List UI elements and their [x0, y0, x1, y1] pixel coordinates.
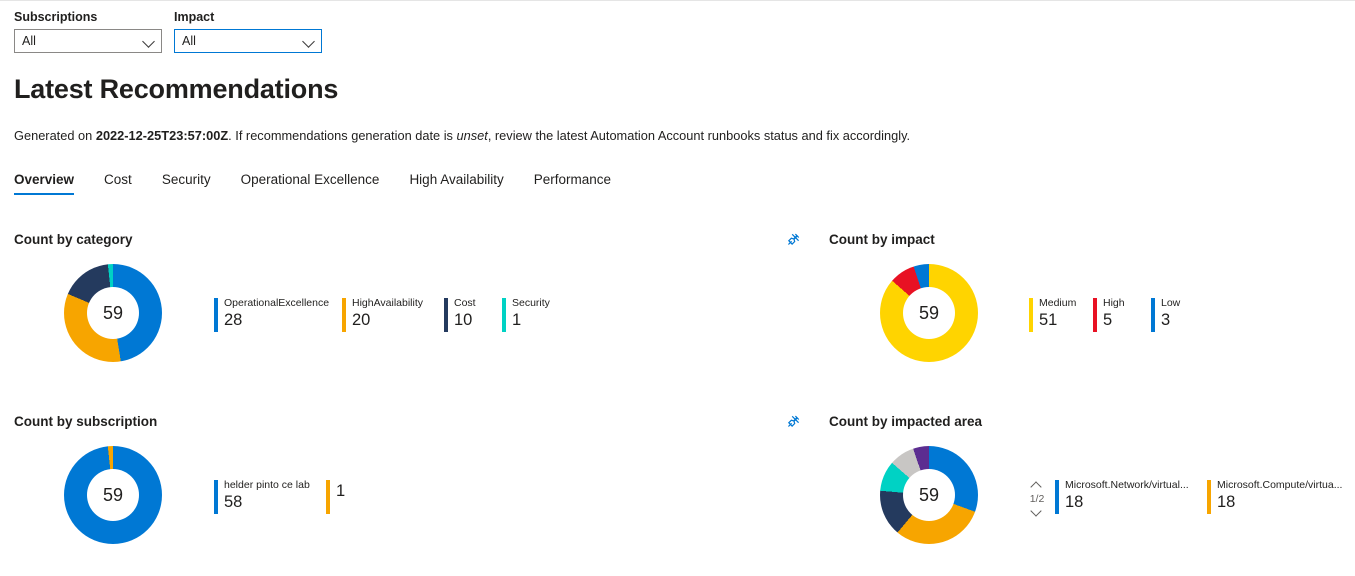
chevron-up-icon[interactable] [1031, 482, 1043, 490]
donut-total: 59 [903, 469, 955, 521]
legend-swatch [502, 298, 506, 332]
tab-operational-excellence[interactable] [227, 172, 396, 195]
legend-count-by-subscription [214, 480, 366, 514]
legend-label: Microsoft.Compute/virtua... [1217, 479, 1343, 491]
legend-swatch [1151, 298, 1155, 332]
legend-label: HighAvailability [352, 297, 424, 309]
tab-operational-excellence-label: Operational Excellence [240, 172, 380, 187]
filter-bar [14, 10, 322, 53]
legend-label: Medium [1039, 297, 1077, 309]
legend-value: 3 [1161, 310, 1171, 329]
legend-swatch [326, 480, 330, 514]
legend-label: helder pinto ce lab [224, 479, 310, 491]
legend-item[interactable] [502, 298, 572, 332]
legend-item[interactable] [1093, 298, 1151, 332]
tab-security-label: Security [161, 172, 211, 187]
legend-count-by-category [214, 298, 572, 332]
filter-subscriptions-label: Subscriptions [14, 10, 98, 24]
donut-chart-count-by-impacted-area [880, 446, 998, 550]
card-count-by-category-title: Count by category [14, 232, 133, 247]
legend-swatch [1207, 480, 1211, 514]
filter-subscriptions [14, 10, 162, 53]
filter-subscriptions-value: All [22, 34, 36, 48]
legend-value: 1 [336, 482, 346, 500]
card-count-by-impacted-area [829, 414, 1349, 511]
card-count-by-impact [829, 232, 1349, 329]
legend-item[interactable] [1029, 298, 1093, 332]
chevron-down-icon [303, 34, 317, 48]
subtitle-suffix: , review the latest Automation Account runbooks status and fix accordingly. [487, 128, 911, 143]
legend-count-by-impacted-area [1029, 480, 1355, 516]
card-count-by-category [14, 232, 774, 329]
tab-overview-label: Overview [14, 172, 75, 187]
legend-value: 58 [224, 492, 243, 511]
pin-icon[interactable] [786, 414, 802, 430]
legend-item[interactable] [1055, 480, 1207, 514]
subtitle-prefix: Generated on [14, 128, 96, 143]
filter-impact-label: Impact [174, 10, 215, 24]
chevron-down-icon [143, 34, 157, 48]
legend-label: Microsoft.Network/virtual... [1065, 479, 1189, 491]
tab-cost[interactable] [90, 172, 148, 195]
legend-page-indicator: 1/2 [1029, 493, 1045, 505]
top-divider [0, 0, 1355, 1]
donut-ring [880, 264, 978, 362]
donut-chart-count-by-impact [880, 264, 998, 368]
legend-item[interactable] [444, 298, 502, 332]
page-title: Latest Recommendations [14, 74, 339, 104]
filter-impact [174, 10, 322, 53]
legend-item[interactable] [1151, 298, 1207, 332]
legend-swatch [214, 480, 218, 514]
legend-item[interactable] [342, 298, 444, 332]
tab-overview[interactable] [14, 172, 90, 195]
legend-value: 1 [512, 310, 522, 329]
donut-total: 59 [87, 287, 139, 339]
donut-ring [880, 446, 978, 544]
legend-item[interactable] [1207, 480, 1355, 514]
legend-label: Low [1161, 297, 1181, 309]
donut-chart-count-by-subscription [64, 446, 182, 550]
donut-total: 59 [87, 469, 139, 521]
card-count-by-subscription-title: Count by subscription [14, 414, 158, 429]
legend-label: OperationalExcellence [224, 297, 330, 309]
donut-ring [64, 264, 162, 362]
legend-value: 51 [1039, 310, 1058, 329]
legend-value: 10 [454, 310, 473, 329]
legend-label: High [1103, 297, 1125, 309]
generated-on-date: 2022-12-25T23:57:00Z [95, 128, 229, 143]
card-count-by-subscription [14, 414, 774, 511]
legend-swatch [1093, 298, 1097, 332]
filter-impact-value: All [182, 34, 196, 48]
legend-value: 20 [352, 310, 371, 329]
subtitle-emphasis: unset [456, 128, 488, 143]
legend-value: 28 [224, 310, 243, 329]
generated-on-text [14, 128, 910, 143]
tab-bar [14, 172, 627, 195]
filter-subscriptions-select[interactable] [14, 29, 162, 53]
legend-value: 5 [1103, 310, 1113, 329]
card-count-by-impacted-area-title: Count by impacted area [829, 414, 983, 429]
donut-chart-count-by-category [64, 264, 182, 368]
legend-item[interactable] [326, 480, 366, 514]
legend-swatch [342, 298, 346, 332]
donut-total: 59 [903, 287, 955, 339]
tab-cost-label: Cost [104, 172, 132, 187]
tab-performance[interactable] [520, 172, 627, 195]
legend-count-by-impact [1029, 298, 1207, 332]
pin-icon[interactable] [786, 232, 802, 248]
legend-value: 18 [1217, 492, 1236, 511]
legend-value: 18 [1065, 492, 1084, 511]
legend-pager[interactable] [1029, 480, 1045, 516]
legend-label: Cost [454, 297, 476, 309]
legend-item[interactable] [214, 480, 326, 514]
legend-swatch [444, 298, 448, 332]
tab-high-availability[interactable] [395, 172, 519, 195]
filter-impact-select[interactable] [174, 29, 322, 53]
donut-ring [64, 446, 162, 544]
subtitle-mid: . If recommendations generation date is [228, 128, 457, 143]
tab-high-availability-label: High Availability [409, 172, 504, 187]
chevron-down-icon[interactable] [1031, 508, 1043, 516]
card-count-by-impact-title: Count by impact [829, 232, 935, 247]
legend-label: Security [512, 297, 550, 309]
legend-swatch [1029, 298, 1033, 332]
legend-swatch [1055, 480, 1059, 514]
legend-item[interactable] [214, 298, 342, 332]
tab-performance-label: Performance [533, 172, 612, 187]
tab-security[interactable] [148, 172, 227, 195]
legend-swatch [214, 298, 218, 332]
